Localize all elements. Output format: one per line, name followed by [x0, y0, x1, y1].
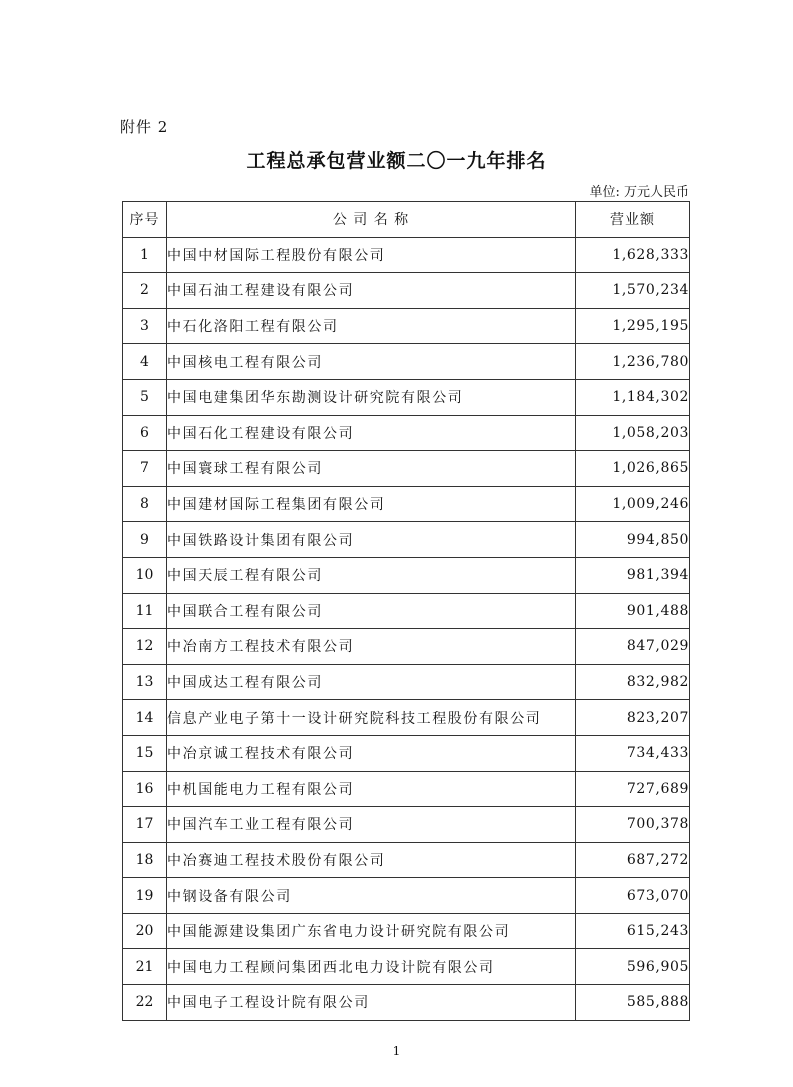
document-title: 工程总承包营业额二〇一九年排名 [246, 150, 547, 172]
revenue-cell: 1,570,234 [576, 273, 690, 309]
revenue-cell: 596,905 [576, 949, 690, 985]
table-row [123, 735, 690, 771]
revenue-cell: 832,982 [576, 664, 690, 700]
revenue-cell: 700,378 [576, 807, 690, 843]
ranking-table [122, 201, 690, 1021]
company-name-cell: 中国电力工程顾问集团西北电力设计院有限公司 [167, 949, 576, 985]
company-name-cell: 中国石油工程建设有限公司 [167, 273, 576, 309]
table-row [123, 237, 690, 273]
table-row [123, 273, 690, 309]
company-name-cell: 中国能源建设集团广东省电力设计研究院有限公司 [167, 913, 576, 949]
company-name-cell: 中石化洛阳工程有限公司 [167, 308, 576, 344]
column-header-company: 公 司 名 称 [167, 202, 576, 238]
rank-number-cell: 14 [123, 700, 167, 736]
revenue-cell: 994,850 [576, 522, 690, 558]
company-name-cell: 中冶南方工程技术有限公司 [167, 629, 576, 665]
rank-number-cell: 17 [123, 807, 167, 843]
company-name-cell: 中冶赛迪工程技术股份有限公司 [167, 842, 576, 878]
revenue-cell: 1,026,865 [576, 451, 690, 487]
rank-number-cell: 12 [123, 629, 167, 665]
revenue-cell: 727,689 [576, 771, 690, 807]
revenue-cell: 734,433 [576, 735, 690, 771]
revenue-cell: 823,207 [576, 700, 690, 736]
column-header-revenue: 营业额 [576, 202, 690, 238]
company-name-cell: 中国核电工程有限公司 [167, 344, 576, 380]
revenue-cell: 847,029 [576, 629, 690, 665]
rank-number-cell: 1 [123, 237, 167, 273]
company-name-cell: 中国联合工程有限公司 [167, 593, 576, 629]
rank-number-cell: 13 [123, 664, 167, 700]
table-row [123, 771, 690, 807]
table-row [123, 842, 690, 878]
company-name-cell: 中国电建集团华东勘测设计研究院有限公司 [167, 379, 576, 415]
company-name-cell: 中机国能电力工程有限公司 [167, 771, 576, 807]
table-row [123, 308, 690, 344]
table-row [123, 522, 690, 558]
rank-number-cell: 21 [123, 949, 167, 985]
rank-number-cell: 2 [123, 273, 167, 309]
rank-number-cell: 6 [123, 415, 167, 451]
company-name-cell: 中国建材国际工程集团有限公司 [167, 486, 576, 522]
attachment-label: 附件 2 [120, 118, 169, 136]
rank-number-cell: 8 [123, 486, 167, 522]
company-name-cell: 中国成达工程有限公司 [167, 664, 576, 700]
table-row [123, 985, 690, 1021]
company-name-cell: 中冶京诚工程技术有限公司 [167, 735, 576, 771]
table-row [123, 557, 690, 593]
revenue-cell: 1,058,203 [576, 415, 690, 451]
table-row [123, 593, 690, 629]
table-row [123, 486, 690, 522]
rank-number-cell: 18 [123, 842, 167, 878]
rank-number-cell: 19 [123, 878, 167, 914]
company-name-cell: 中国石化工程建设有限公司 [167, 415, 576, 451]
table-row [123, 807, 690, 843]
company-name-cell: 中钢设备有限公司 [167, 878, 576, 914]
revenue-cell: 1,009,246 [576, 486, 690, 522]
rank-number-cell: 20 [123, 913, 167, 949]
revenue-cell: 1,628,333 [576, 237, 690, 273]
table-row [123, 379, 690, 415]
rank-number-cell: 5 [123, 379, 167, 415]
table-row [123, 913, 690, 949]
table-row [123, 949, 690, 985]
table-row [123, 344, 690, 380]
table-row [123, 700, 690, 736]
company-name-cell: 信息产业电子第十一设计研究院科技工程股份有限公司 [167, 700, 576, 736]
rank-number-cell: 11 [123, 593, 167, 629]
table-row [123, 451, 690, 487]
company-name-cell: 中国电子工程设计院有限公司 [167, 985, 576, 1021]
revenue-cell: 615,243 [576, 913, 690, 949]
rank-number-cell: 4 [123, 344, 167, 380]
rank-number-cell: 16 [123, 771, 167, 807]
rank-number-cell: 7 [123, 451, 167, 487]
column-header-no: 序号 [123, 202, 167, 238]
table-row [123, 664, 690, 700]
rank-number-cell: 10 [123, 557, 167, 593]
company-name-cell: 中国铁路设计集团有限公司 [167, 522, 576, 558]
revenue-cell: 901,488 [576, 593, 690, 629]
table-row [123, 415, 690, 451]
table-header-row [123, 202, 690, 238]
page-number: 1 [392, 1044, 401, 1058]
company-name-cell: 中国汽车工业工程有限公司 [167, 807, 576, 843]
table-row [123, 878, 690, 914]
revenue-cell: 673,070 [576, 878, 690, 914]
rank-number-cell: 15 [123, 735, 167, 771]
table-body [123, 237, 690, 1020]
table-row [123, 629, 690, 665]
revenue-cell: 1,184,302 [576, 379, 690, 415]
rank-number-cell: 22 [123, 985, 167, 1021]
company-name-cell: 中国中材国际工程股份有限公司 [167, 237, 576, 273]
revenue-cell: 1,236,780 [576, 344, 690, 380]
revenue-cell: 981,394 [576, 557, 690, 593]
revenue-cell: 687,272 [576, 842, 690, 878]
company-name-cell: 中国寰球工程有限公司 [167, 451, 576, 487]
rank-number-cell: 9 [123, 522, 167, 558]
rank-number-cell: 3 [123, 308, 167, 344]
unit-note: 单位: 万元人民币 [589, 185, 689, 200]
revenue-cell: 585,888 [576, 985, 690, 1021]
revenue-cell: 1,295,195 [576, 308, 690, 344]
company-name-cell: 中国天辰工程有限公司 [167, 557, 576, 593]
